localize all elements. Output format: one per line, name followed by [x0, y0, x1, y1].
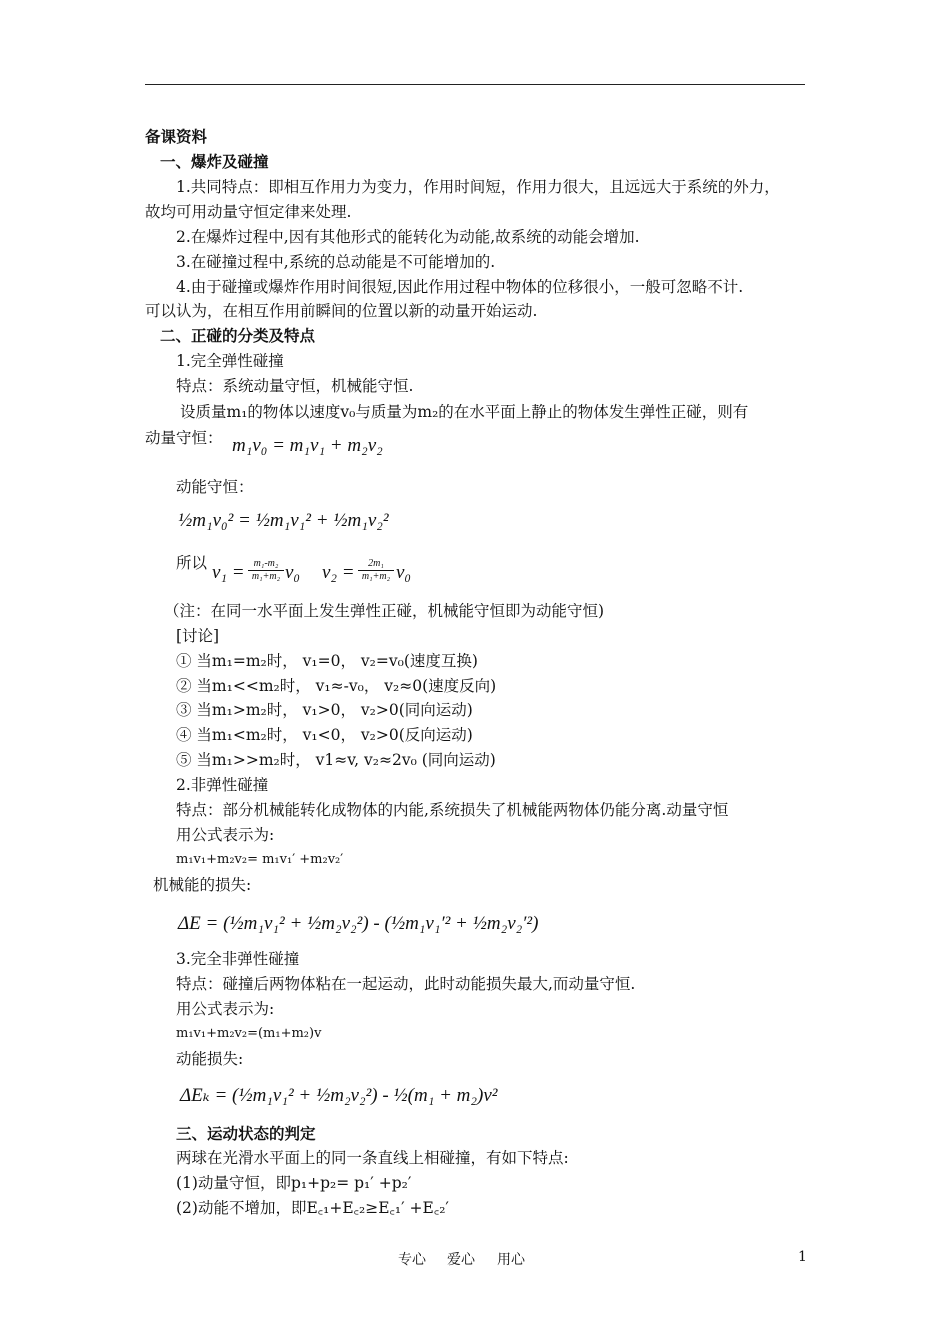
doc-title: 备课资料: [145, 128, 208, 146]
discussion-heading: [讨论]: [176, 627, 220, 645]
discussion-case-1: ① 当m₁=m₂时， v₁=0， v₂=v₀(速度互换): [176, 652, 478, 670]
para-1b: 故均可用动量守恒定律来处理.: [145, 203, 352, 221]
page-number: 1: [798, 1249, 807, 1265]
judgement-rule-2: (2)动能不增加，即E꜀₁+E꜀₂≥E꜀₁′ +E꜀₂′: [176, 1199, 449, 1217]
note: （注：在同一水平面上发生弹性正碰，机械能守恒即为动能守恒): [164, 602, 605, 620]
perfectly-inelastic-feature: 特点：碰撞后两物体粘在一起运动，此时动能损失最大,而动量守恒.: [176, 975, 636, 993]
v1-numerator: m₁-m₂: [253, 558, 279, 569]
footer-motto-3: 用心: [497, 1252, 525, 1268]
discussion-case-3: ③ 当m₁>m₂时， v₁>0， v₂>0(同向运动): [176, 701, 473, 719]
para-4a: 4.由于碰撞或爆炸作用时间很短,因此作用过程中物体的位移很小，一般可忽略不计.: [176, 278, 744, 296]
footer-motto-1: 专心: [398, 1252, 426, 1268]
para-4b: 可以认为，在相互作用前瞬间的位置以新的动量开始运动.: [145, 302, 538, 320]
perfectly-inelastic-heading: 3.完全非弹性碰撞: [176, 950, 300, 968]
v2-tail: v₀: [396, 562, 412, 583]
v1-denominator: m₁+m₂: [248, 570, 284, 583]
v1-tail: v₀: [285, 562, 301, 583]
v2-lhs: v₂ =: [322, 562, 355, 583]
v2-fraction: [358, 558, 394, 583]
v1-lhs: v₁ =: [212, 562, 245, 583]
discussion-case-2: ② 当m₁<<m₂时， v₁≈-v₀， v₂≈0(速度反向): [176, 677, 497, 695]
v2-denominator: m₁+m₂: [358, 570, 394, 583]
judgement-intro: 两球在光滑水平面上的同一条直线上相碰撞，有如下特点:: [176, 1149, 569, 1167]
elastic-heading: 1.完全弹性碰撞: [176, 352, 284, 370]
inelastic-feature: 特点：部分机械能转化成物体的内能,系统损失了机械能两物体仍能分离.动量守恒: [176, 801, 729, 819]
inelastic-formula-label: 用公式表示为:: [176, 826, 275, 844]
perfectly-inelastic-formula: m₁v₁+m₂v₂=(m₁+m₂)v: [176, 1026, 322, 1041]
delta-e-equation: ΔE = (½m₁v₁² + ½m₂v₂²) - (½m₁v₁′² + ½m₂v₂′²): [178, 913, 539, 934]
momentum-label: 动量守恒：: [145, 429, 223, 447]
perfectly-inelastic-formula-label: 用公式表示为:: [176, 1000, 275, 1018]
discussion-case-5: ⑤ 当m₁>>m₂时， v1≈v, v₂≈2v₀ (同向运动): [176, 751, 496, 769]
v2-numerator: 2m₁: [368, 558, 384, 569]
header-rule: [145, 84, 805, 85]
discussion-case-4: ④ 当m₁<m₂时， v₁<0， v₂>0(反向运动): [176, 726, 473, 744]
section-heading-2: 二、正碰的分类及特点: [160, 327, 316, 345]
kinetic-equation: ½m₁v₀² = ½m₁v₁² + ½m₁v₂²: [178, 510, 389, 531]
para-1a: 1.共同特点：即相互作用力为变力，作用时间短，作用力很大，且远远大于系统的外力，: [176, 178, 780, 196]
section-heading-1: 一、爆炸及碰撞: [160, 153, 269, 171]
elastic-description: 设质量m₁的物体以速度v₀与质量为m₂的在水平面上静止的物体发生弹性正碰，则有: [180, 403, 749, 421]
therefore-label: 所以: [176, 554, 208, 572]
footer-motto-2: 爱心: [447, 1252, 475, 1268]
para-2: 2.在爆炸过程中,因有其他形式的能转化为动能,故系统的动能会增加.: [176, 228, 640, 246]
inelastic-heading: 2.非弹性碰撞: [176, 776, 269, 794]
judgement-rule-1: (1)动量守恒，即p₁+p₂= p₁′ +p₂′: [176, 1174, 412, 1192]
delta-ek-equation: ΔEₖ = (½m₁v₁² + ½m₂v₂²) - ½(m₁ + m₂)v²: [180, 1085, 498, 1106]
section-heading-3: 三、运动状态的判定: [176, 1125, 316, 1143]
kinetic-loss-label: 动能损失:: [176, 1050, 244, 1068]
v1-fraction: [248, 558, 284, 583]
momentum-equation: m₁v₀ = m₁v₁ + m₂v₂: [232, 435, 383, 456]
inelastic-formula: m₁v₁+m₂v₂= m₁v₁′ +m₂v₂′: [176, 852, 344, 867]
para-3: 3.在碰撞过程中,系统的总动能是不可能增加的.: [176, 253, 496, 271]
elastic-feature: 特点：系统动量守恒，机械能守恒.: [176, 377, 414, 395]
mechanical-loss-label: 机械能的损失:: [153, 876, 252, 894]
kinetic-label: 动能守恒：: [176, 478, 254, 496]
